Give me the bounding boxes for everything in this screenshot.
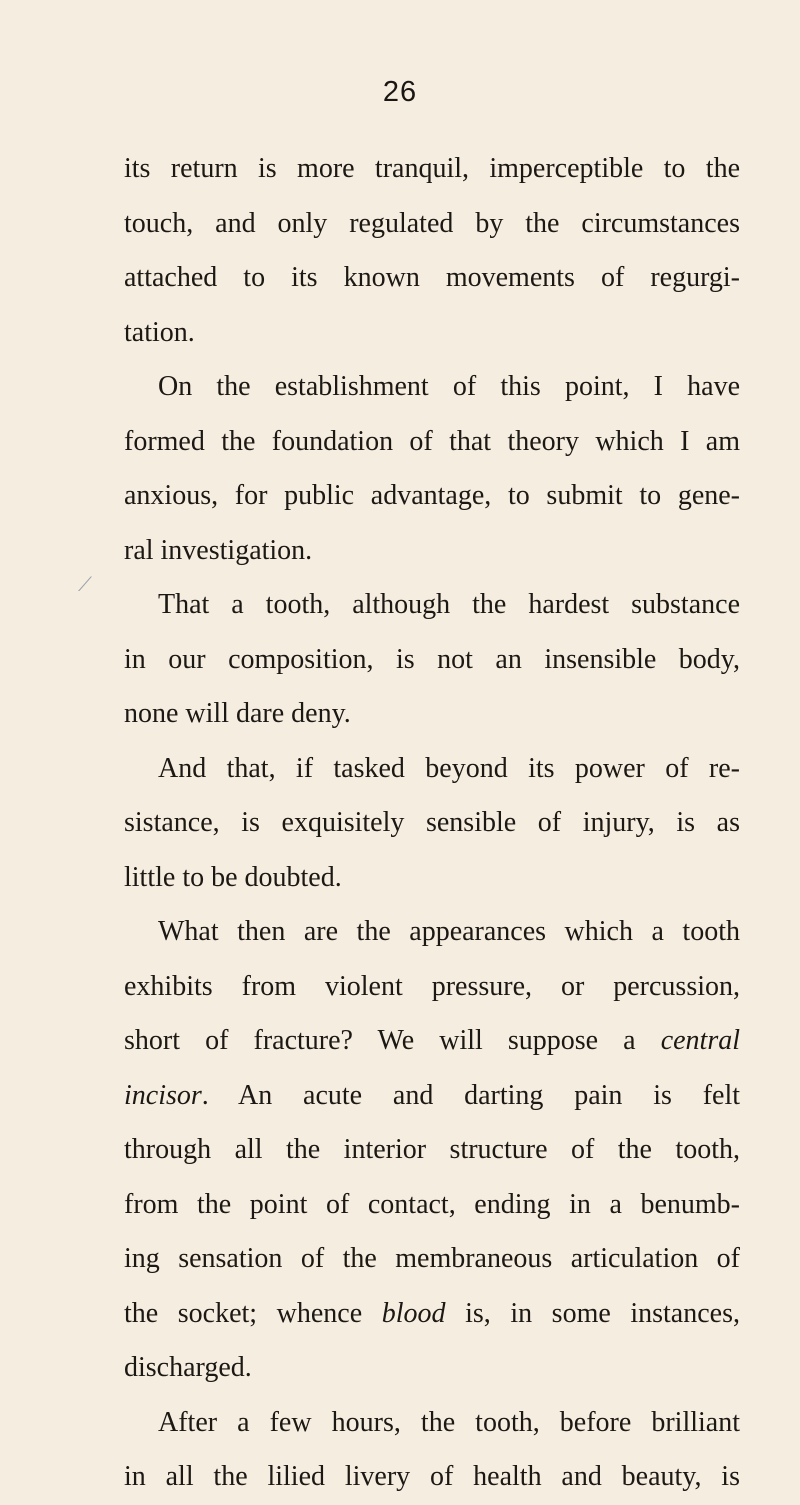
text-line: its return is more tranquil, imperceptible to the bbox=[124, 153, 740, 184]
text-line: ral investigation. bbox=[124, 534, 313, 566]
italic-term: central bbox=[660, 1025, 740, 1056]
text-line: anxious, for public advantage, to submit to gene- bbox=[124, 480, 740, 511]
text-line: discharged. bbox=[124, 1352, 252, 1383]
text-line: touch, and only regulated by the circumstances bbox=[124, 207, 740, 239]
text-line: in our composition, is not an insensible body, bbox=[124, 643, 740, 675]
paragraph-start: After a few hours, the tooth, before brilliant bbox=[158, 1406, 740, 1438]
text-line: short of fracture? We will suppose a central bbox=[124, 1025, 740, 1056]
body-text bbox=[124, 142, 740, 1505]
text-line: sistance, is exquisitely sensible of injury, is as bbox=[124, 807, 740, 838]
text-line: none will dare deny. bbox=[124, 698, 351, 729]
text-line: tation. bbox=[124, 316, 195, 348]
text-line: through all the interior structure of the tooth, bbox=[124, 1134, 740, 1165]
paragraph-start: And that, if tasked beyond its power of re- bbox=[158, 752, 740, 784]
margin-mark-icon: ⟋ bbox=[78, 572, 92, 596]
text-line: from the point of contact, ending in a benumb- bbox=[124, 1188, 740, 1220]
text-line: in all the lilied livery of health and beauty, is bbox=[124, 1461, 740, 1492]
italic-term: blood bbox=[381, 1297, 446, 1329]
text-line: the socket; whence blood is, in some instances, bbox=[124, 1297, 740, 1329]
text-line: exhibits from violent pressure, or percussion, bbox=[124, 970, 740, 1002]
text-line: formed the foundation of that theory which I am bbox=[124, 425, 740, 457]
text-line: little to be doubted. bbox=[124, 861, 342, 893]
text-line: attached to its known movements of regurgi- bbox=[124, 262, 740, 293]
text-line: ing sensation of the membraneous articulation of bbox=[124, 1243, 740, 1274]
text-line: incisor. An acute and darting pain is felt bbox=[124, 1079, 740, 1111]
paragraph-start: That a tooth, although the hardest substance bbox=[158, 589, 740, 620]
paragraph-start: What then are the appearances which a tooth bbox=[158, 916, 740, 947]
paragraph-start: On the establishment of this point, I have bbox=[158, 371, 740, 402]
page-number: 26 bbox=[382, 76, 418, 108]
italic-term: incisor bbox=[124, 1079, 202, 1111]
